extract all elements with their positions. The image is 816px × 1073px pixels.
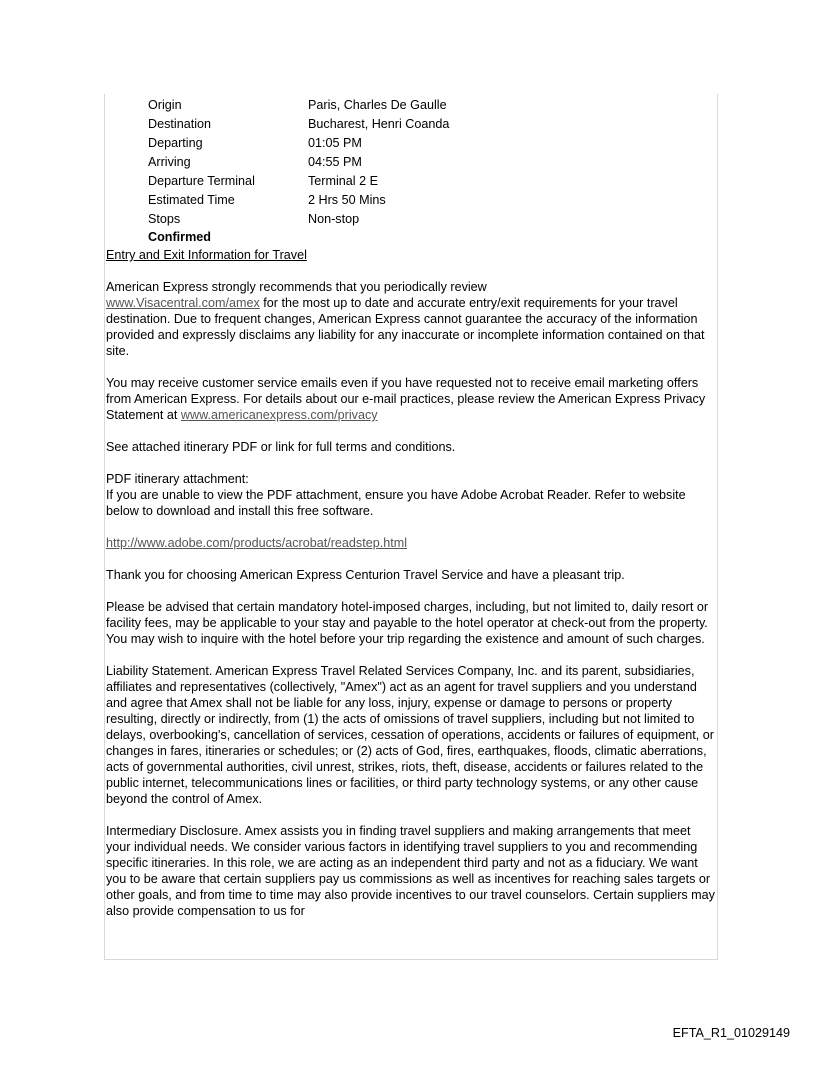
flight-details [148,95,718,245]
entry-exit-heading: Entry and Exit Information for Travel [106,248,307,262]
flight-value: Paris, Charles De Gaulle [308,97,447,112]
flight-label: Departure Terminal [148,173,255,188]
flight-value: Bucharest, Henri Coanda [308,116,450,131]
adobe-link[interactable]: http://www.adobe.com/products/acrobat/readstep.html [106,536,408,550]
flight-row-destination [148,114,718,133]
flight-row-origin [148,95,718,114]
booking-status: Confirmed [148,230,211,244]
flight-label: Estimated Time [148,192,235,207]
flight-label: Departing [148,135,203,150]
flight-row-terminal [148,171,718,190]
intermediary-disclosure: Intermediary Disclosure. Amex assists you in finding travel suppliers and making arrangements that meet your individual needs. We consider various factors in identifying travel suppliers to you and recommending specific itineraries. In this role, we are acting as an independent third party and not as a fiduciary. We want you to be aware that certain suppliers pay us commissions as well as incentives for reaching sales targets or other goals, and from time to time may also provide incentives to our travel counselors. Certain suppliers may also provide compensation to us for [106,824,715,918]
pdf-title: PDF itinerary attachment: [106,472,249,486]
document-id: EFTA_R1_01029149 [672,1026,790,1040]
flight-value: 01:05 PM [308,135,362,150]
flight-label: Stops [148,211,181,226]
flight-label: Origin [148,97,182,112]
flight-row-departing [148,133,718,152]
thanks-paragraph: Thank you for choosing American Express Centurion Travel Service and have a pleasant trip. [106,568,625,582]
liability-statement: Liability Statement. American Express Travel Related Services Company, Inc. and its parent, subsidiaries, affiliates and representatives (collectively, "Amex") act as an agent for travel suppliers and you understand and agree that Amex shall not be liable for any loss, injury, expense or damage to persons or property resulting, directly or indirectly, from (1) the acts of omissions of travel suppliers, including but not limited to delays, overbooking's, cancellation of services, cessation of operations, accidents or failures of equipment, or changes in fares, itineraries or schedules; or (2) acts of God, fires, earthquakes, floods, climatic aberrations, acts of governmental authorities, civil unrest, strikes, riots, theft, disease, accidents or failures related to the public internet, telecommunications lines or facilities, or third party technology systems, or any other cause beyond the control of Amex. [106,664,714,806]
email-body [106,95,718,919]
flight-value: Terminal 2 E [308,173,378,188]
pdf-paragraph: If you are unable to view the PDF attachment, ensure you have Adobe Acrobat Reader. Refer to website below to download and install this free software. [106,488,686,518]
privacy-paragraph [106,375,718,423]
flight-row-stops [148,209,718,228]
flight-value: Non-stop [308,211,360,226]
entry-exit-text-end: for the most up to date and accurate entry/exit requirements for your travel destination. Due to frequent changes, American Express cannot guarantee the accuracy of the information provided and expressly disclaims any liability for any inaccurate or incomplete information contained on that site. [106,296,705,358]
hotel-charges-paragraph: Please be advised that certain mandatory hotel-imposed charges, including, but not limited to, daily resort or facility fees, may be applicable to your stay and payable to the hotel operator at check-out from the property. You may wish to inquire with the hotel before your trip regarding the existence and amount of such charges. [106,600,709,646]
flight-value: 04:55 PM [308,154,362,169]
flight-value: 2 Hrs 50 Mins [308,192,386,207]
attached-paragraph: See attached itinerary PDF or link for full terms and conditions. [106,440,456,454]
flight-label: Arriving [148,154,191,169]
privacy-link[interactable]: www.americanexpress.com/privacy [180,408,378,422]
flight-label: Destination [148,116,212,131]
visacentral-link[interactable]: www.Visacentral.com/amex [106,296,260,310]
privacy-text: You may receive customer service emails even if you have requested not to receive email marketing offers from American Express. For details about our e-mail practices, please review the American Express Privacy Statement at [106,376,706,422]
entry-exit-text-start: American Express strongly recommends that you periodically review [106,280,487,294]
flight-row-arriving [148,152,718,171]
flight-row-estimated-time [148,190,718,209]
entry-exit-paragraph [106,279,718,359]
